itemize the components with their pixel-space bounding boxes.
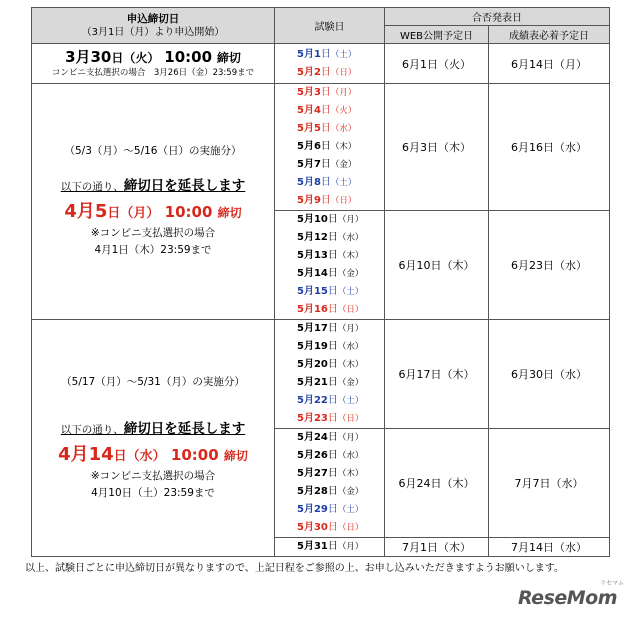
block2-groupA-mail: 6月16日（水） bbox=[489, 84, 610, 211]
block2-ext-main: 締切日を延長します bbox=[123, 178, 246, 194]
block3-groupB-web: 6月24日（木） bbox=[385, 429, 489, 538]
exam-date-item: 5月14日（金） bbox=[297, 268, 364, 279]
block3-deadline-time: 10:00 bbox=[170, 445, 219, 464]
header-deadline bbox=[32, 8, 275, 44]
block2-deadline-num: 4月5 bbox=[64, 201, 108, 222]
block2-conv-note2: 4月1日（木）23:59まで bbox=[94, 244, 212, 256]
exam-date-item: 5月7日（金） bbox=[297, 159, 357, 170]
exam-date-item: 5月21日（金） bbox=[297, 377, 364, 388]
block3-groupB-mail: 7月7日（水） bbox=[489, 429, 610, 538]
exam-date-item: 5月9日（日） bbox=[297, 195, 357, 206]
exam-date-item: 5月5日（水） bbox=[297, 123, 357, 134]
block3-groupA-mail: 6月30日（水） bbox=[489, 320, 610, 429]
exam-date-item: 5月27日（木） bbox=[297, 468, 364, 479]
exam-date-item: 5月20日（木） bbox=[297, 359, 364, 370]
exam-date-item: 5月13日（木） bbox=[297, 250, 364, 261]
exam-date-item: 5月23日（日） bbox=[297, 413, 364, 424]
block3-conv-note2: 4月10日（土）23:59まで bbox=[91, 486, 215, 499]
block2-groupA-exam-dates bbox=[275, 84, 385, 211]
block3-deadline-tail: 締切 bbox=[223, 448, 248, 463]
exam-date-list bbox=[275, 84, 384, 210]
block3-deadline-num: 4月14 bbox=[58, 443, 114, 465]
logo-small-text: リセマム bbox=[600, 580, 624, 587]
block2-groupB-exam-dates bbox=[275, 211, 385, 320]
block3-groupA-exam-dates bbox=[275, 320, 385, 429]
exam-date-list bbox=[275, 320, 384, 428]
block3-groupC-exam-dates bbox=[275, 538, 385, 557]
exam-date-list bbox=[275, 46, 384, 82]
block2-deadline-weekday: （月） bbox=[120, 206, 160, 221]
block3-ext-lead: 以下の通り、 bbox=[60, 423, 124, 436]
exam-date-item: 5月24日（月） bbox=[297, 432, 364, 443]
block3-period: （5/17（月）～5/31（月）の実施分） bbox=[61, 375, 245, 388]
block3-groupB-exam-dates bbox=[275, 429, 385, 538]
exam-date-item: 5月10日（月） bbox=[297, 214, 364, 225]
exam-date-item: 5月29日（土） bbox=[297, 504, 364, 515]
exam-date-item: 5月6日（木） bbox=[297, 141, 357, 152]
exam-date-item: 5月3日（月） bbox=[297, 87, 357, 98]
exam-date-list bbox=[275, 211, 384, 319]
exam-date-item: 5月8日（土） bbox=[297, 177, 357, 188]
block2-ext-lead: 以下の通り、 bbox=[60, 181, 124, 193]
block3-ext-main: 締切日を延長します bbox=[123, 420, 246, 437]
block2-period: （5/3（月）～5/16（日）の実施分） bbox=[64, 145, 242, 157]
block3-deadline-weekday: （水） bbox=[126, 448, 166, 464]
block2-conv-note1: ※コンビニ支払選択の場合 bbox=[90, 227, 216, 239]
exam-date-item: 5月1日（土） bbox=[297, 48, 357, 60]
block1-mail-date: 6月14日（月） bbox=[489, 44, 610, 84]
block1-deadline-time: 10:00 bbox=[164, 48, 213, 66]
block3-groupC-web: 7月1日（木） bbox=[385, 538, 489, 557]
exam-date-item: 5月28日（金） bbox=[297, 486, 364, 497]
block3-deadline-day: 日 bbox=[113, 448, 127, 464]
block2-groupA-web: 6月3日（木） bbox=[385, 84, 489, 211]
block1-web-date: 6月1日（火） bbox=[385, 44, 489, 84]
exam-date-item: 5月26日（水） bbox=[297, 450, 364, 461]
block3-conv-note1: ※コンビニ支払選択の場合 bbox=[90, 469, 216, 482]
exam-date-item: 5月30日（日） bbox=[297, 522, 364, 533]
block1-deadline-tail: 締切 bbox=[216, 51, 241, 65]
block1-deadline-weekday: （火） bbox=[123, 51, 160, 65]
block2-deadline-tail: 締切 bbox=[217, 206, 242, 220]
header-result-date: 合否発表日 bbox=[385, 8, 610, 26]
exam-date-item: 5月16日（日） bbox=[297, 304, 364, 315]
exam-date-item: 5月15日（土） bbox=[297, 286, 364, 297]
exam-date-item: 5月22日（土） bbox=[297, 395, 364, 406]
exam-date-item: 5月12日（水） bbox=[297, 232, 364, 243]
block2-groupB-web: 6月10日（木） bbox=[385, 211, 489, 320]
header-mail: 成績表必着予定日 bbox=[489, 26, 610, 44]
block1-exam-dates bbox=[275, 44, 385, 84]
footer-note: 以上、試験日ごとに申込締切日が異なりますので、上記日程をご参照の上、お申し込みいただきますようお願いします。 bbox=[25, 563, 564, 574]
exam-date-list bbox=[275, 429, 384, 537]
block1-deadline bbox=[32, 44, 275, 84]
block3-groupC-mail: 7月14日（水） bbox=[489, 538, 610, 557]
resemom-logo bbox=[518, 580, 628, 615]
block2-deadline bbox=[32, 84, 275, 320]
header-deadline-title: 申込締切日 bbox=[126, 12, 180, 25]
block1-deadline-day: 日 bbox=[111, 51, 124, 65]
schedule-table bbox=[31, 7, 610, 557]
logo-text: ReseMom bbox=[518, 587, 618, 609]
block2-deadline-time: 10:00 bbox=[164, 203, 213, 221]
block2-deadline-day: 日 bbox=[107, 206, 121, 221]
header-exam-date: 試験日 bbox=[275, 8, 385, 44]
block3-deadline bbox=[32, 320, 275, 557]
exam-date-item: 5月17日（月） bbox=[297, 323, 364, 334]
exam-date-item: 5月2日（日） bbox=[297, 66, 357, 78]
exam-date-list bbox=[275, 538, 384, 556]
exam-date-item: 5月19日（水） bbox=[297, 341, 364, 352]
block1-conv-note: コンビニ支払選択の場合 3月26日（金）23:59まで bbox=[51, 68, 255, 78]
exam-date-item: 5月31日（月） bbox=[297, 541, 364, 552]
header-deadline-sub: （3月1日（月）より申込開始） bbox=[81, 26, 225, 38]
exam-date-item: 5月4日（火） bbox=[297, 105, 357, 116]
block2-groupB-mail: 6月23日（水） bbox=[489, 211, 610, 320]
block1-deadline-num: 3月30 bbox=[65, 48, 112, 66]
header-web: WEB公開予定日 bbox=[385, 26, 489, 44]
block3-groupA-web: 6月17日（木） bbox=[385, 320, 489, 429]
